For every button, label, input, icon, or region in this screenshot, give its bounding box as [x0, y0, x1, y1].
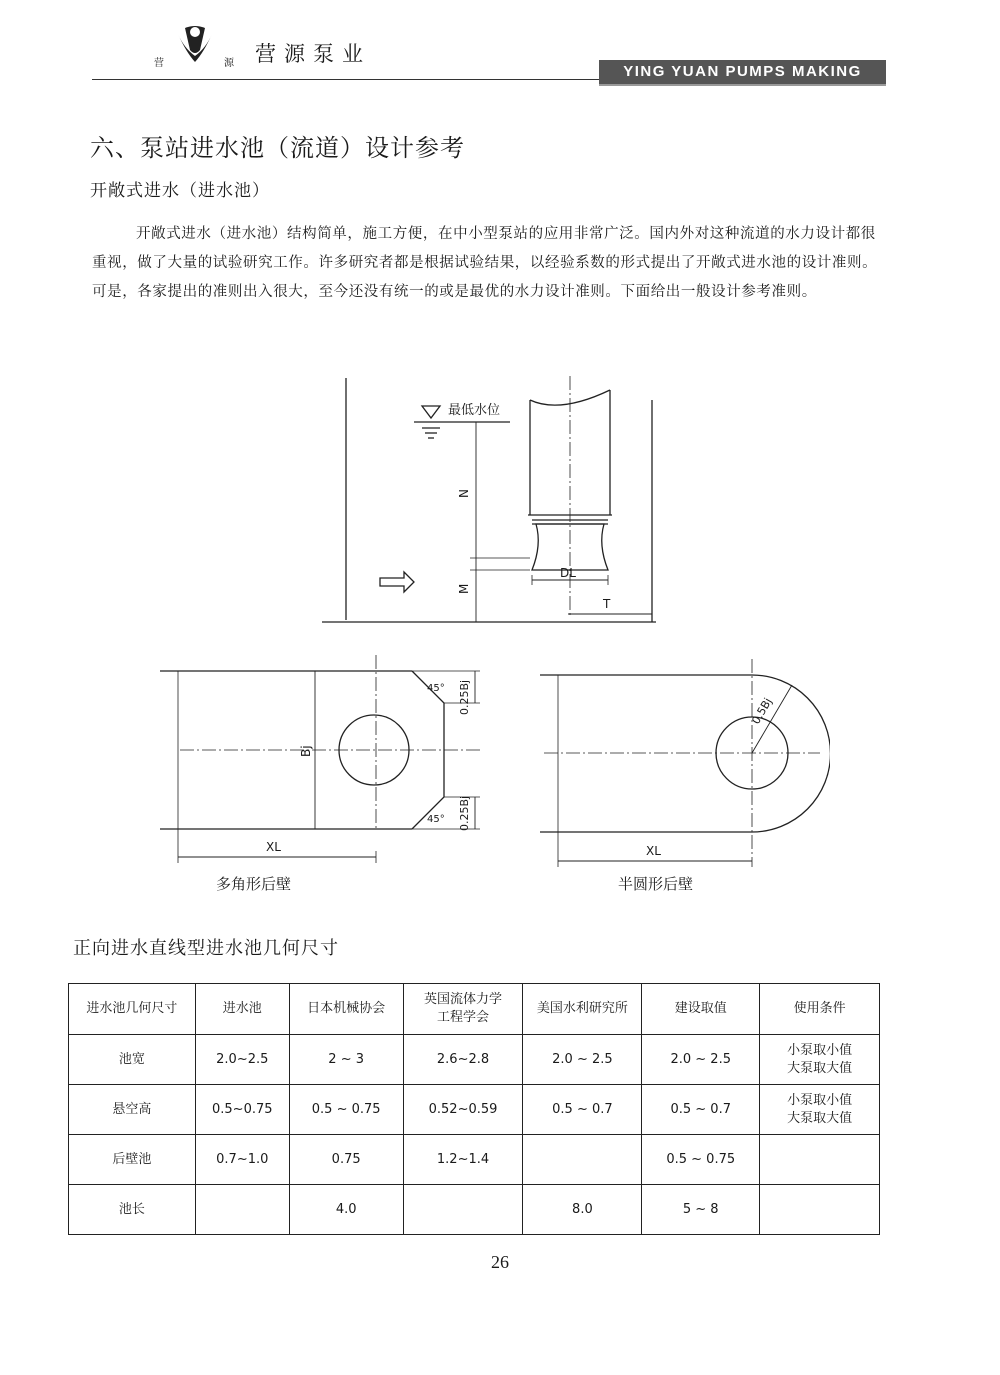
dim-T: T: [603, 597, 611, 611]
company-logo: [150, 22, 240, 72]
logo-char-left: 营: [154, 58, 164, 69]
table-cell: 0.5 ~ 0.75: [289, 1085, 403, 1135]
table-cell: 0.52~0.59: [403, 1085, 523, 1135]
polygonal-back-wall-diagram: [150, 655, 490, 895]
table-title: 正向进水直线型进水池几何尺寸: [73, 938, 339, 959]
table-row: [69, 1085, 880, 1135]
table-cell: 小泵取小值 大泵取大值: [760, 1085, 880, 1135]
table-cell: 0.5 ~ 0.75: [642, 1135, 760, 1185]
intro-paragraph-text: 开敞式进水（进水池）结构简单，施工方便，在中小型泵站的应用非常广泛。国内外对这种流道的水力设计都很重视，做了大量的试验研究工作。许多研究者都是根据试验结果，以经验系数的形式提出了开敞式进水池的设计准则。可是，各家提出的准则出入很大，至今还没有统一的或是最优的水力设计准则。下面给出一般设计参考准则。: [92, 226, 878, 300]
table-cell: 5 ~ 8: [642, 1185, 760, 1235]
pump-intake-section-diagram: [310, 370, 670, 635]
dim-025bj-top: 0.25Bj: [458, 679, 471, 715]
table-cell: 悬空高: [69, 1085, 196, 1135]
table-cell: 2 ~ 3: [289, 1035, 403, 1085]
angle-top: 45°: [427, 683, 445, 694]
dim-bj: Bj: [299, 745, 313, 757]
table-cell: 0.7~1.0: [195, 1135, 289, 1185]
table-cell: 8.0: [523, 1185, 642, 1235]
table-cell: [403, 1185, 523, 1235]
header-divider: [92, 79, 599, 80]
dim-DL: DL: [560, 566, 576, 580]
table-cell: 0.5 ~ 0.7: [523, 1085, 642, 1135]
table-cell: [195, 1185, 289, 1235]
table-cell: 0.75: [289, 1135, 403, 1185]
table-header-cell: 进水池几何尺寸: [69, 984, 196, 1035]
table-header-cell: 英国流体力学 工程学会: [403, 984, 523, 1035]
table-cell: 2.0 ~ 2.5: [642, 1035, 760, 1085]
table-cell: 后壁池: [69, 1135, 196, 1185]
table-header-row: [69, 984, 880, 1035]
table-header-cell: 美国水利研究所: [523, 984, 642, 1035]
geometry-table: [68, 983, 880, 1235]
logo-char-right: 源: [224, 58, 234, 69]
table-row: [69, 1185, 880, 1235]
table-cell: 2.0~2.5: [195, 1035, 289, 1085]
dim-025bj-bottom: 0.25Bj: [458, 795, 471, 831]
table-row: [69, 1135, 880, 1185]
table-cell: [760, 1135, 880, 1185]
table-cell: 2.6~2.8: [403, 1035, 523, 1085]
water-level-label: 最低水位: [448, 403, 501, 418]
table-cell: 池宽: [69, 1035, 196, 1085]
table-header-cell: 日本机械协会: [289, 984, 403, 1035]
angle-bottom: 45°: [427, 814, 445, 825]
semicircular-back-wall-diagram: [530, 655, 830, 895]
page-number: 26: [491, 1252, 509, 1272]
table-header-cell: 建设取值: [642, 984, 760, 1035]
table-cell: 0.5~0.75: [195, 1085, 289, 1135]
table-cell: 1.2~1.4: [403, 1135, 523, 1185]
table-row: [69, 1035, 880, 1085]
table-cell: 4.0: [289, 1185, 403, 1235]
caption-semicircular: 半圆形后壁: [618, 875, 694, 893]
brand-name: 营源泵业: [255, 42, 371, 66]
dim-N: N: [457, 489, 471, 498]
section-subtitle: 开敞式进水（进水池）: [90, 181, 270, 201]
dim-05bj: 0.5Bj: [749, 695, 775, 727]
table-cell: 2.0 ~ 2.5: [523, 1035, 642, 1085]
header-banner-edge: [599, 84, 886, 86]
table-cell: [523, 1135, 642, 1185]
table-cell: 0.5 ~ 0.7: [642, 1085, 760, 1135]
table-cell: 池长: [69, 1185, 196, 1235]
table-cell: [760, 1185, 880, 1235]
intro-paragraph: [92, 220, 882, 307]
dim-xl-right: XL: [646, 844, 661, 858]
header-banner: YING YUAN PUMPS MAKING: [599, 60, 886, 84]
section-title: 六、泵站进水池（流道）设计参考: [90, 134, 465, 162]
caption-polygonal: 多角形后壁: [216, 875, 292, 893]
dim-M: M: [457, 583, 471, 594]
table-header-cell: 使用条件: [760, 984, 880, 1035]
dim-xl-left: XL: [266, 840, 281, 854]
table-cell: 小泵取小值 大泵取大值: [760, 1035, 880, 1085]
table-header-cell: 进水池: [195, 984, 289, 1035]
